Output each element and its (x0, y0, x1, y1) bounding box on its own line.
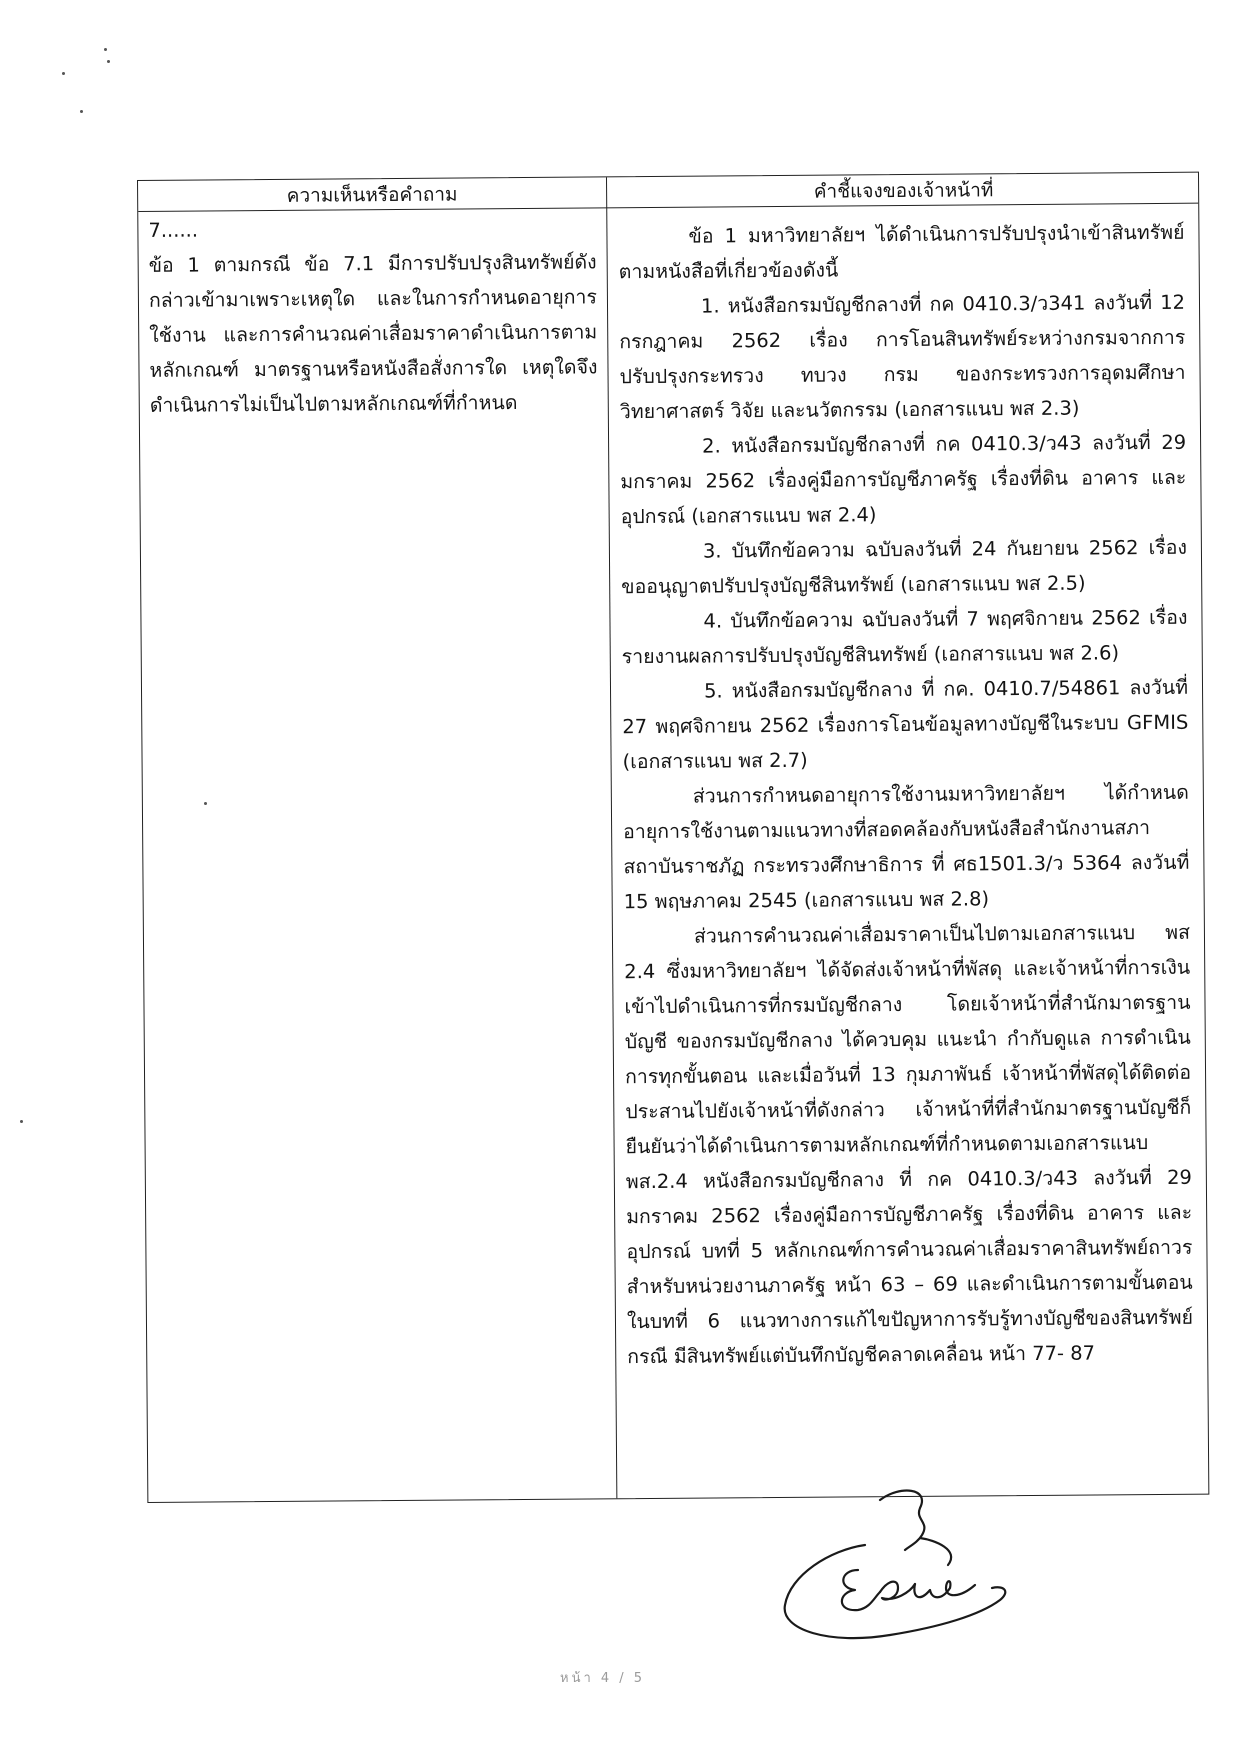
response-intro: ข้อ 1 มหาวิทยาลัยฯ ได้ดำเนินการปรับปรุงนำเข้าสินทรัพย์ตามหนังสือที่เกี่ยวข้องดังนี้ (618, 220, 1185, 284)
response-column (618, 215, 1193, 1374)
question-column (148, 209, 598, 423)
scan-speck (62, 72, 65, 75)
scan-speck (107, 60, 110, 63)
response-item: 5. หนังสือกรมบัญชีกลาง ที่ กค. 0410.7/54861 ลงวันที่ 27 พฤศจิกายน 2562 เรื่องการโอนข้อมูลทางบัญชีในระบบ GFMIS (เอกสารแนบ พส 2.7) (622, 675, 1189, 774)
response-table (137, 172, 1209, 1503)
scan-speck (104, 48, 107, 51)
signature-icon (770, 1480, 1070, 1660)
column-divider (606, 177, 617, 1498)
response-depreciation-paragraph: ส่วนการคำนวณค่าเสื่อมราคาเป็นไปตามเอกสารแนบ พส 2.4 ซึ่งมหาวิทยาลัยฯ ได้จัดส่งเจ้าหน้าที่พัสดุ และเจ้าหน้าที่การเงินเข้าไปดำเนินการที่กรมบัญชีกลาง โดยเจ้าหน้าที่สำนักมาตรฐานบัญชี ของกรมบัญชีกลาง ได้ควบคุม แนะนำ กำกับดูแล การดำเนินการทุกขั้นตอน และเมื่อวันที่ 13 กุมภาพันธ์ เจ้าหน้าที่พัสดุได้ติดต่อประสานไปยังเจ้าหน้าที่ดังกล่าว เจ้าหน้าที่ที่สำนักมาตรฐานบัญชีก็ยืนยันว่าได้ดำเนินการตามหลักเกณฑ์ที่กำหนดตามเอกสารแนบ พส.2.4 หนังสือกรมบัญชีกลาง ที่ กค 0410.3/ว43 ลงวันที่ 29 มกราคม 2562 เรื่องคู่มือการบัญชีภาครัฐ เรื่องที่ดิน อาคาร และอุปกรณ์ บทที่ 5 หลักเกณฑ์การคำนวณค่าเสื่อมราคาสินทรัพย์ถาวรสำหรับหน่วยงานภาครัฐ หน้า 63 – 69 และดำเนินการตามขั้นตอนในบทที่ 6 แนวทางการแก้ไขปัญหาการรับรู้ทางบัญชีของสินทรัพย์กรณี มีสินทรัพย์แต่บันทึกบัญชีคลาดเคลื่อน หน้า 77- 87 (624, 920, 1194, 1369)
question-number: 7...... (148, 218, 199, 242)
response-lifetime-paragraph: ส่วนการกำหนดอายุการใช้งานมหาวิทยาลัยฯ ได้กำหนดอายุการใช้งานตามแนวทางที่สอดคล้องกับหนังสือสำนักงานสภาสถาบันราชภัฏ กระทรวงศึกษาธิการ ที่ ศธ1501.3/ว 5364 ลงวันที่ 15 พฤษภาคม 2545 (เอกสารแนบ พส 2.8) (623, 780, 1190, 914)
response-item: 2. หนังสือกรมบัญชีกลางที่ กค 0410.3/ว43 ลงวันที่ 29 มกราคม 2562 เรื่องคู่มือการบัญชีภาครัฐ เรื่องที่ดิน อาคาร และอุปกรณ์ (เอกสารแนบ พส 2.4) (620, 430, 1187, 529)
response-item: 1. หนังสือกรมบัญชีกลางที่ กค 0410.3/ว341 ลงวันที่ 12 กรกฎาคม 2562 เรื่อง การโอนสินทรัพย์ระหว่างกรมจากการปรับปรุงกระทรวง ทบวง กรม ของกระทรวงการอุดมศึกษาวิทยาศาสตร์ วิจัย และนวัตกรรม (เอกสารแนบ พส 2.3) (619, 290, 1186, 424)
page-number: หน้า 4 / 5 (560, 1671, 646, 1686)
scan-speck (80, 110, 83, 113)
response-item: 4. บันทึกข้อความ ฉบับลงวันที่ 7 พฤศจิกายน 2562 เรื่องรายงานผลการปรับปรุงบัญชีสินทรัพย์ (เอกสารแนบ พส 2.6) (621, 605, 1188, 669)
header-question: ความเห็นหรือคำถาม (286, 183, 458, 207)
question-text: ข้อ 1 ตามกรณี ข้อ 7.1 มีการปรับปรุงสินทรัพย์ดังกล่าวเข้ามาเพราะเหตุใด และในการกำหนดอายุการใช้งาน และการคำนวณค่าเสื่อมราคาดำเนินการตามหลักเกณฑ์ มาตรฐานหรือหนังสือสั่งการใด เหตุใดจึงดำเนินการไม่เป็นไปตามหลักเกณฑ์ที่กำหนด (148, 250, 598, 417)
scan-speck (20, 1120, 23, 1123)
response-item: 3. บันทึกข้อความ ฉบับลงวันที่ 24 กันยายน 2562 เรื่องขออนุญาตปรับปรุงบัญชีสินทรัพย์ (เอกสารแนบ พส 2.5) (621, 535, 1188, 599)
header-response: คำชี้แจงของเจ้าหน้าที่ (813, 179, 994, 203)
